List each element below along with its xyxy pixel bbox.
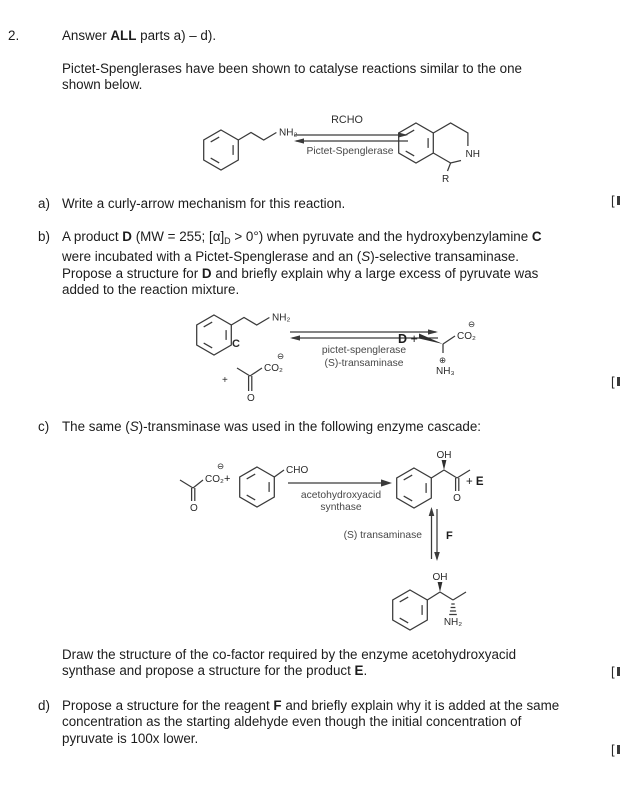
carboxylate-label: CO₂ [264, 363, 283, 374]
d-seg: Propose a structure for the reagent [62, 698, 274, 713]
scheme3-pyruvate [160, 455, 240, 522]
scheme2-enzyme-label-1: pictet-spenglerase [321, 345, 407, 356]
benzene-ring [240, 467, 275, 507]
hydroxyl-label: OH [432, 572, 448, 583]
mark-clipped-digit [617, 377, 620, 386]
part-b-mark [611, 374, 620, 389]
benzene-ring [393, 590, 428, 630]
ammonium-label: NH₃ [436, 366, 455, 377]
aldehyde-label: CHO [286, 465, 309, 476]
b-bold-D2: D [201, 265, 212, 281]
plus-sign: + [222, 375, 228, 386]
carbonyl-o-label: O [190, 503, 198, 514]
scheme3-enzyme-label-1: acetohydroxyacid [300, 490, 382, 501]
r-substituent-label: R [442, 174, 450, 185]
part-a-marker: a) [38, 196, 50, 211]
scheme3-plus: + [224, 473, 231, 485]
d-bold-F: F [273, 698, 282, 713]
d-seg: and briefly explain why it is added at the same concentration as the starting aldehyde even though the initial concentration of pyruvate is 100x lower. [62, 698, 560, 746]
mark-clipped-digit [617, 745, 620, 754]
mark-bracket: [ [611, 374, 615, 389]
minus-charge-icon: ⊖ [468, 319, 476, 329]
scheme3-pac-product [388, 448, 503, 533]
part-c-mark [611, 664, 620, 679]
ketone-o-label: O [453, 493, 461, 504]
amine-label: NH₂ [272, 312, 291, 324]
part-d-mark [611, 742, 620, 757]
intro-paragraph: Pictet-Spenglerases have been shown to catalyse reactions similar to the one shown below. [62, 61, 523, 93]
scheme3-f-label: F [446, 530, 453, 542]
b-bold-C: C [531, 229, 542, 244]
benzene-ring [197, 315, 232, 355]
instruction-post: parts a) – d). [136, 28, 217, 43]
plus-e-pre: + [466, 476, 476, 488]
carbonyl-o-label: O [247, 393, 255, 404]
c-italic-S: S [129, 419, 139, 434]
mark-bracket: [ [611, 664, 615, 679]
part-c-tail [62, 647, 552, 680]
mark-clipped-digit [617, 667, 620, 676]
b-seg: (MW = 255; [α] [131, 229, 225, 244]
c-seg: The same ( [62, 419, 130, 434]
amine-label: NH₂ [443, 617, 463, 628]
plus-charge-icon: ⊕ [439, 355, 447, 365]
b-seg: were incubated with a Pictet-Spenglerase and an ( [62, 249, 362, 265]
scheme2-alanine [405, 310, 525, 390]
d-bold: D [398, 332, 408, 346]
instruction-bold: ALL [110, 28, 137, 43]
scheme1-enzyme-label: Pictet-Spenglerase [306, 146, 394, 157]
hydroxyl-label: OH [436, 450, 452, 461]
question-number: 2. [8, 28, 20, 43]
part-a-text: Write a curly-arrow mechanism for this reaction. [62, 196, 346, 211]
part-c-text [62, 419, 562, 435]
scheme3-plus-e [466, 474, 484, 490]
minus-charge-icon: ⊖ [277, 351, 285, 361]
benzene-ring [399, 123, 434, 163]
c-tail-seg: Draw the structure of the co-factor required by the enzyme acetohydroxyacid synthase and propose a structure for the product [62, 647, 517, 679]
scheme3-transaminase-label: (S) transaminase [343, 530, 422, 541]
carboxylate-label: CO₂ [457, 331, 476, 342]
instruction-pre: Answer [62, 28, 111, 43]
b-seg: > 0°) when pyruvate and the hydroxybenzylamine [230, 229, 532, 244]
benzene-ring [204, 130, 239, 170]
c-tail-bold-E: E [354, 663, 364, 679]
plus-e-bold: E [475, 476, 484, 488]
scheme2-enzyme-label-2: (S)-transaminase [324, 358, 404, 369]
part-b-text [62, 229, 570, 299]
part-a-mark [611, 193, 620, 208]
carboxylate-label: CO₂ [205, 474, 224, 485]
d-plus: + [407, 332, 418, 346]
amine-label: NH₂ [279, 127, 298, 139]
ring-nh-label: NH [465, 149, 480, 160]
mark-bracket: [ [611, 742, 615, 757]
minus-charge-icon: ⊖ [217, 461, 225, 471]
mark-bracket: [ [611, 193, 615, 208]
question-instruction [62, 28, 216, 44]
c-seg: )-transminase was used in the following enzyme cascade: [138, 419, 482, 434]
scheme1-reagent-label: RCHO [331, 114, 363, 126]
part-d-text [62, 698, 570, 747]
compound-c-label: C [232, 338, 240, 350]
scheme3-vertical-equilibrium [428, 505, 442, 570]
part-b-marker: b) [38, 229, 50, 244]
c-tail-seg: . [363, 663, 368, 679]
part-d-marker: d) [38, 698, 50, 713]
benzene-ring [397, 468, 432, 508]
b-seg: )-selective transaminase. Propose a structure for [62, 249, 520, 281]
b-seg: A product [62, 229, 123, 244]
scheme3-enzyme-label-2: synthase [320, 502, 362, 513]
b-bold-D: D [122, 229, 132, 244]
b-italic-S: S [361, 249, 371, 265]
b-seg: and briefly explain why a large excess of pyruvate was added to the reaction mixture. [62, 265, 539, 298]
b-sub-D: D [224, 236, 231, 246]
mark-clipped-digit [617, 196, 620, 205]
part-c-marker: c) [38, 419, 50, 434]
scheme1-thiq-product [390, 103, 500, 203]
